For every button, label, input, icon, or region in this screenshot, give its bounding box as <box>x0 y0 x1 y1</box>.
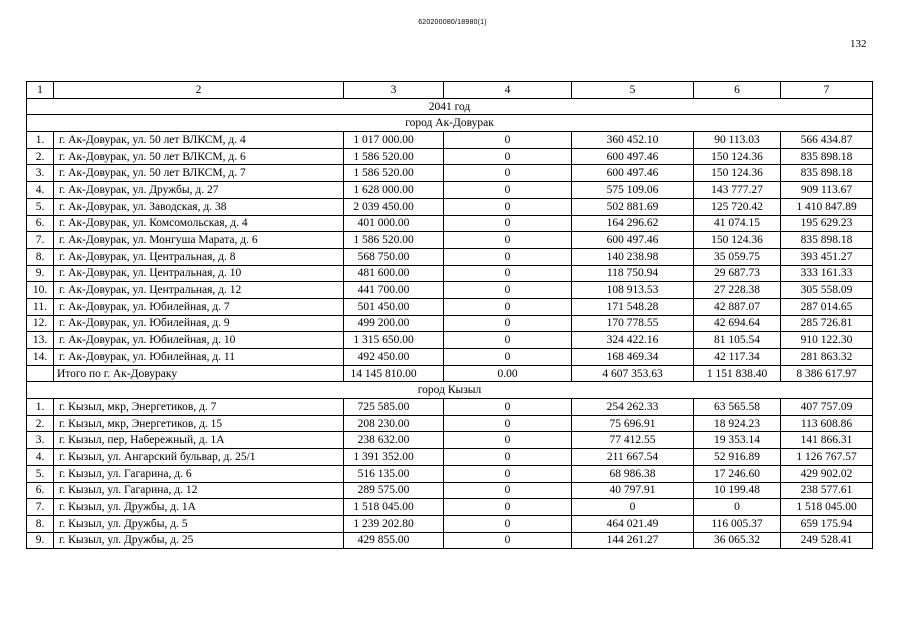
table-cell: 910 122.30 <box>781 332 873 349</box>
table-cell: 0 <box>444 148 572 165</box>
table-row <box>27 415 873 432</box>
table-cell: 0 <box>444 182 572 199</box>
table-cell: 501 450.00 <box>344 298 444 315</box>
table-cell: 1 126 767.57 <box>781 449 873 466</box>
table-row <box>27 449 873 466</box>
total-cell: 4 607 353.63 <box>572 365 694 382</box>
table-cell: 0 <box>444 532 572 549</box>
table-cell: 75 696.91 <box>572 415 694 432</box>
table-cell: 289 575.00 <box>344 482 444 499</box>
table-cell: 118 750.94 <box>572 265 694 282</box>
table-cell: 1 518 045.00 <box>781 499 873 516</box>
table-cell: 0 <box>444 499 572 516</box>
table-cell: 6. <box>27 215 54 232</box>
table-cell: 143 777.27 <box>694 182 781 199</box>
table-cell: 0 <box>444 282 572 299</box>
table-row <box>27 332 873 349</box>
table-cell: 238 577.61 <box>781 482 873 499</box>
table-cell: 10. <box>27 282 54 299</box>
table-cell: 195 629.23 <box>781 215 873 232</box>
table-cell: 35 059.75 <box>694 248 781 265</box>
table-cell: 164 296.62 <box>572 215 694 232</box>
table-cell: г. Ак-Довурак, ул. Юбилейная, д. 9 <box>54 315 344 332</box>
table-cell: 835 898.18 <box>781 232 873 249</box>
table-cell: 150 124.36 <box>694 232 781 249</box>
column-number-header: 1 <box>27 82 54 99</box>
table-cell: 5. <box>27 198 54 215</box>
total-cell <box>27 365 54 382</box>
table-cell: 238 632.00 <box>344 432 444 449</box>
table-cell: 141 866.31 <box>781 432 873 449</box>
table-row <box>27 132 873 149</box>
table-cell: 0 <box>444 399 572 416</box>
table-cell: 0 <box>444 298 572 315</box>
table-cell: г. Ак-Довурак, ул. Юбилейная, д. 11 <box>54 349 344 366</box>
table-cell: 0 <box>444 315 572 332</box>
table-cell: 0 <box>444 349 572 366</box>
table-cell: 568 750.00 <box>344 248 444 265</box>
table-cell: 0 <box>444 198 572 215</box>
table-cell: 52 916.89 <box>694 449 781 466</box>
table-cell: 3. <box>27 432 54 449</box>
table-cell: 287 014.65 <box>781 298 873 315</box>
table-cell: 168 469.34 <box>572 349 694 366</box>
total-cell: 8 386 617.97 <box>781 365 873 382</box>
table-row <box>27 532 873 549</box>
table-cell: 0 <box>444 232 572 249</box>
table-cell: 150 124.36 <box>694 165 781 182</box>
table-cell: 481 600.00 <box>344 265 444 282</box>
table-cell: 0 <box>694 499 781 516</box>
table-cell: г. Ак-Довурак, ул. Дружбы, д. 27 <box>54 182 344 199</box>
column-number-header: 7 <box>781 82 873 99</box>
table-cell: г. Ак-Довурак, ул. Центральная, д. 10 <box>54 265 344 282</box>
table-cell: г. Кызыл, мкр, Энергетиков, д. 7 <box>54 399 344 416</box>
city-heading-row <box>27 115 873 132</box>
table-row <box>27 315 873 332</box>
table-cell: 835 898.18 <box>781 165 873 182</box>
table-cell: 393 451.27 <box>781 248 873 265</box>
city-heading-row <box>27 382 873 399</box>
table-cell: 0 <box>444 248 572 265</box>
table-cell: 10 199.48 <box>694 482 781 499</box>
year-row <box>27 98 873 115</box>
table-cell: 6. <box>27 482 54 499</box>
table-cell: 1 410 847.89 <box>781 198 873 215</box>
table-cell: 81 105.54 <box>694 332 781 349</box>
table-row <box>27 482 873 499</box>
total-cell: 1 151 838.40 <box>694 365 781 382</box>
table-row <box>27 148 873 165</box>
table-cell: г. Ак-Довурак, ул. Центральная, д. 12 <box>54 282 344 299</box>
table-cell: 170 778.55 <box>572 315 694 332</box>
city-heading: город Кызыл <box>27 382 873 399</box>
table-cell: 150 124.36 <box>694 148 781 165</box>
table-cell: 492 450.00 <box>344 349 444 366</box>
table-row <box>27 465 873 482</box>
table-cell: г. Кызыл, ул. Ангарский бульвар, д. 25/1 <box>54 449 344 466</box>
table-cell: 0 <box>444 415 572 432</box>
table-cell: 429 902.02 <box>781 465 873 482</box>
table-cell: 0 <box>444 432 572 449</box>
table-cell: г. Ак-Довурак, ул. Центральная, д. 8 <box>54 248 344 265</box>
table-cell: 305 558.09 <box>781 282 873 299</box>
table-cell: 27 228.38 <box>694 282 781 299</box>
table-cell: 2. <box>27 148 54 165</box>
total-cell: 14 145 810.00 <box>344 365 444 382</box>
table-cell: 9. <box>27 265 54 282</box>
table-cell: 208 230.00 <box>344 415 444 432</box>
table-cell: 360 452.10 <box>572 132 694 149</box>
table-cell: 1 586 520.00 <box>344 165 444 182</box>
table-row <box>27 432 873 449</box>
table-cell: г. Ак-Довурак, ул. Заводская, д. 38 <box>54 198 344 215</box>
table-cell: 0 <box>444 465 572 482</box>
table-cell: 464 021.49 <box>572 515 694 532</box>
table-cell: 0 <box>572 499 694 516</box>
table-cell: 63 565.58 <box>694 399 781 416</box>
column-number-header: 5 <box>572 82 694 99</box>
table-cell: 600 497.46 <box>572 165 694 182</box>
table-cell: 42 694.64 <box>694 315 781 332</box>
table-cell: г. Ак-Довурак, ул. Монгуша Марата, д. 6 <box>54 232 344 249</box>
table-cell: 171 548.28 <box>572 298 694 315</box>
table-cell: 499 200.00 <box>344 315 444 332</box>
table-cell: 600 497.46 <box>572 232 694 249</box>
table-cell: 17 246.60 <box>694 465 781 482</box>
table-cell: 8. <box>27 515 54 532</box>
table-row <box>27 298 873 315</box>
table-row <box>27 399 873 416</box>
table-cell: г. Кызыл, ул. Гагарина, д. 6 <box>54 465 344 482</box>
table-cell: 1 017 000.00 <box>344 132 444 149</box>
table-cell: 108 913.53 <box>572 282 694 299</box>
total-cell: Итого по г. Ак-Довураку <box>54 365 344 382</box>
table-cell: г. Кызыл, мкр, Энергетиков, д. 15 <box>54 415 344 432</box>
table-cell: 5. <box>27 465 54 482</box>
page-number: 132 <box>850 38 867 50</box>
table-cell: 0 <box>444 132 572 149</box>
table-body <box>27 82 873 549</box>
table-cell: 144 261.27 <box>572 532 694 549</box>
table-cell: 254 262.33 <box>572 399 694 416</box>
table-cell: 11. <box>27 298 54 315</box>
table-row <box>27 515 873 532</box>
table-cell: 41 074.15 <box>694 215 781 232</box>
budget-table <box>26 81 873 549</box>
table-cell: 211 667.54 <box>572 449 694 466</box>
table-cell: 0 <box>444 215 572 232</box>
city-heading: город Ак-Довурак <box>27 115 873 132</box>
table-cell: г. Ак-Довурак, ул. Юбилейная, д. 10 <box>54 332 344 349</box>
table-cell: 575 109.06 <box>572 182 694 199</box>
table-cell: 516 135.00 <box>344 465 444 482</box>
column-number-row <box>27 82 873 99</box>
table-cell: г. Кызыл, пер, Набережный, д. 1А <box>54 432 344 449</box>
table-row <box>27 198 873 215</box>
table-cell: г. Ак-Довурак, ул. 50 лет ВЛКСМ, д. 6 <box>54 148 344 165</box>
table-cell: 429 855.00 <box>344 532 444 549</box>
table-cell: 90 113.03 <box>694 132 781 149</box>
table-cell: 42 117.34 <box>694 349 781 366</box>
table-cell: 125 720.42 <box>694 198 781 215</box>
table-cell: г. Ак-Довурак, ул. Юбилейная, д. 7 <box>54 298 344 315</box>
column-number-header: 2 <box>54 82 344 99</box>
table-cell: 140 238.98 <box>572 248 694 265</box>
table-row <box>27 265 873 282</box>
column-number-header: 6 <box>694 82 781 99</box>
table-cell: 249 528.41 <box>781 532 873 549</box>
table-row <box>27 215 873 232</box>
table-cell: 18 924.23 <box>694 415 781 432</box>
table-cell: 1 586 520.00 <box>344 232 444 249</box>
table-cell: 1 518 045.00 <box>344 499 444 516</box>
table-cell: 0 <box>444 449 572 466</box>
table-cell: 1. <box>27 132 54 149</box>
column-number-header: 4 <box>444 82 572 99</box>
table-cell: 0 <box>444 265 572 282</box>
table-cell: 725 585.00 <box>344 399 444 416</box>
table-cell: г. Ак-Довурак, ул. 50 лет ВЛКСМ, д. 4 <box>54 132 344 149</box>
table-cell: г. Кызыл, ул. Гагарина, д. 12 <box>54 482 344 499</box>
table-cell: 1 628 000.00 <box>344 182 444 199</box>
table-cell: 19 353.14 <box>694 432 781 449</box>
table-cell: 566 434.87 <box>781 132 873 149</box>
table-cell: 407 757.09 <box>781 399 873 416</box>
table-row <box>27 499 873 516</box>
table-cell: 0 <box>444 482 572 499</box>
table-cell: г. Ак-Довурак, ул. 50 лет ВЛКСМ, д. 7 <box>54 165 344 182</box>
table-cell: 333 161.33 <box>781 265 873 282</box>
table-cell: 835 898.18 <box>781 148 873 165</box>
table-cell: 13. <box>27 332 54 349</box>
table-cell: г. Кызыл, ул. Дружбы, д. 1А <box>54 499 344 516</box>
table-row <box>27 165 873 182</box>
table-cell: 2. <box>27 415 54 432</box>
table-cell: 2 039 450.00 <box>344 198 444 215</box>
table-cell: 29 687.73 <box>694 265 781 282</box>
document-id: 620200080/18980(1) <box>418 19 487 26</box>
table-row <box>27 349 873 366</box>
table-cell: 1. <box>27 399 54 416</box>
table-cell: 36 065.32 <box>694 532 781 549</box>
column-number-header: 3 <box>344 82 444 99</box>
table-cell: 42 887.07 <box>694 298 781 315</box>
table-cell: 0 <box>444 332 572 349</box>
table-row <box>27 282 873 299</box>
table-cell: 3. <box>27 165 54 182</box>
table-cell: 7. <box>27 232 54 249</box>
table-cell: 285 726.81 <box>781 315 873 332</box>
table-cell: 14. <box>27 349 54 366</box>
table-cell: 12. <box>27 315 54 332</box>
table-cell: 441 700.00 <box>344 282 444 299</box>
table-row <box>27 232 873 249</box>
table-cell: 909 113.67 <box>781 182 873 199</box>
table-cell: 1 391 352.00 <box>344 449 444 466</box>
table-cell: г. Ак-Довурак, ул. Комсомольская, д. 4 <box>54 215 344 232</box>
table-cell: 1 315 650.00 <box>344 332 444 349</box>
table-cell: 401 000.00 <box>344 215 444 232</box>
table-cell: г. Кызыл, ул. Дружбы, д. 25 <box>54 532 344 549</box>
table-cell: 77 412.55 <box>572 432 694 449</box>
table-cell: 116 005.37 <box>694 515 781 532</box>
table-cell: 7. <box>27 499 54 516</box>
table-cell: 281 863.32 <box>781 349 873 366</box>
table-cell: 0 <box>444 515 572 532</box>
table-cell: 113 608.86 <box>781 415 873 432</box>
year-label: 2041 год <box>27 98 873 115</box>
table-cell: 68 986.38 <box>572 465 694 482</box>
table-cell: 8. <box>27 248 54 265</box>
table-cell: 659 175.94 <box>781 515 873 532</box>
table-row <box>27 182 873 199</box>
table-cell: 1 586 520.00 <box>344 148 444 165</box>
total-cell: 0.00 <box>444 365 572 382</box>
table-cell: 1 239 202.80 <box>344 515 444 532</box>
table-cell: 4. <box>27 449 54 466</box>
table-row <box>27 248 873 265</box>
table-cell: 324 422.16 <box>572 332 694 349</box>
table-cell: 40 797.91 <box>572 482 694 499</box>
table-cell: 502 881.69 <box>572 198 694 215</box>
table-cell: 4. <box>27 182 54 199</box>
table-cell: 600 497.46 <box>572 148 694 165</box>
table-cell: 0 <box>444 165 572 182</box>
table-cell: 9. <box>27 532 54 549</box>
total-row <box>27 365 873 382</box>
table-cell: г. Кызыл, ул. Дружбы, д. 5 <box>54 515 344 532</box>
